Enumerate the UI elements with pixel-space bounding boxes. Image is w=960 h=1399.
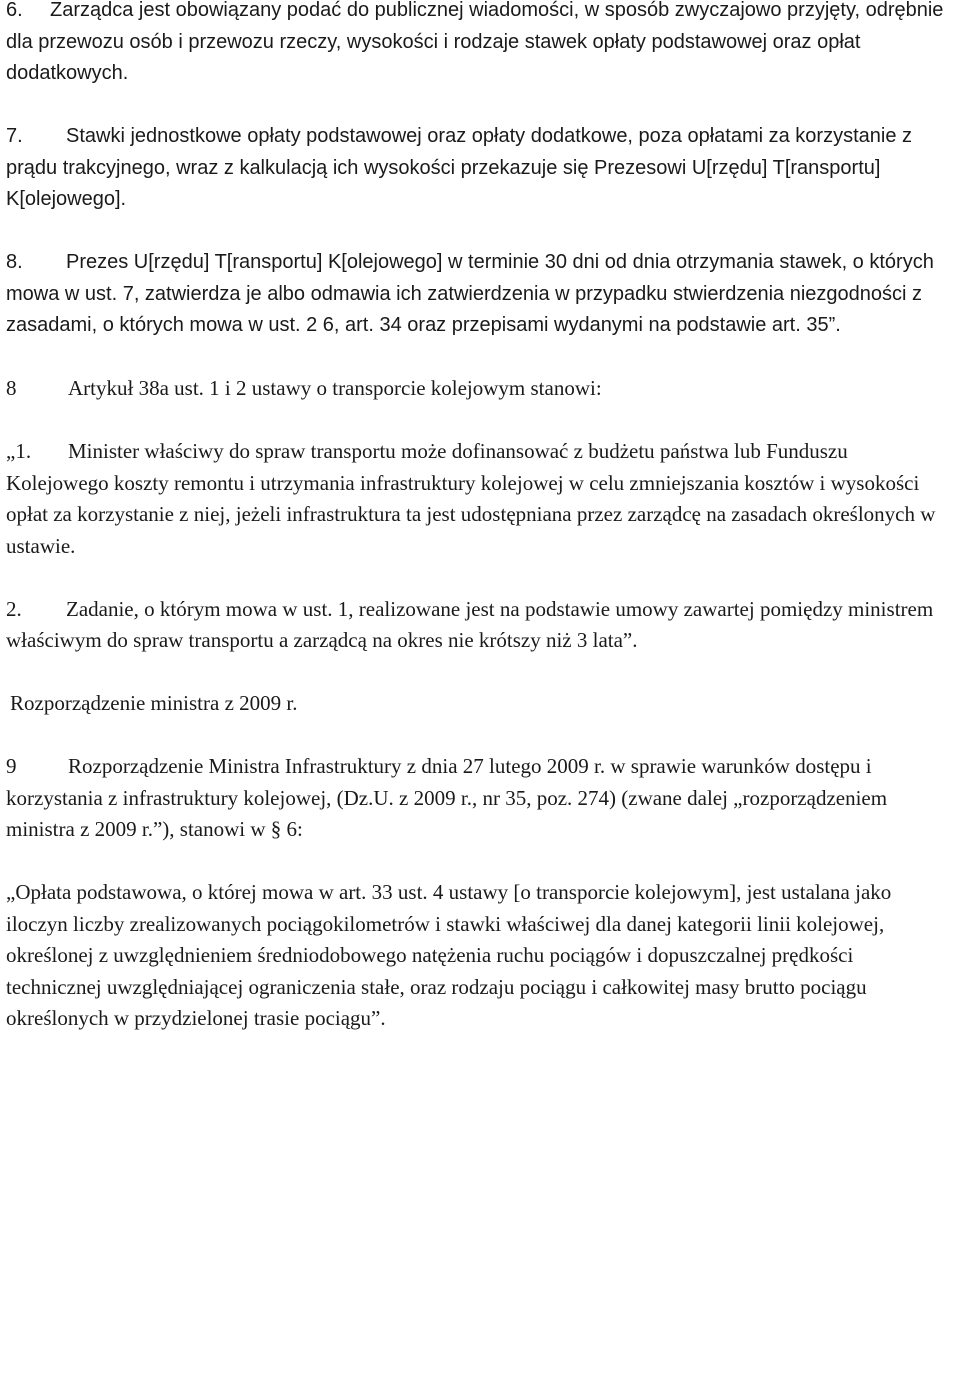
paragraph-number: 2. <box>6 596 22 621</box>
article-38a-paragraph-2 <box>0 594 960 657</box>
paragraph-number: „1. <box>6 439 32 463</box>
paragraph-7 <box>0 121 960 216</box>
spacer <box>0 342 960 374</box>
regulation-quote: „Opłata podstawowa, o której mowa w art. 33 ust. 4 ustawy [o transporcie kolejowym], jest ustalana jako iloczyn liczby zrealizowanych pociągokilometrów i stawki właściwej dla danej kategorii linii kolejowej, określonej z uwzględnieniem średniodobowego natężenia ruchu pociągów i dopuszczalnej prędkości technicznej uwzględniającej ograniczenia stałe, oraz rodzaju pociągu i całkowitej masy brutto pociągu określonych w przydzielonej trasie pociągu”. <box>6 880 892 1030</box>
paragraph-text: Zadanie, o którym mowa w ust. 1, realizowane jest na podstawie umowy zawartej pomiędzy ministrem właściwym do spraw transportu a zarządcą na okres nie krótszy niż 3 lata”. <box>6 596 934 652</box>
spacer <box>0 720 960 752</box>
article-38a-paragraph-1 <box>0 436 960 562</box>
spacer <box>0 90 960 122</box>
footnote-text: Rozporządzenie Ministra Infrastruktury z dnia 27 lutego 2009 r. w sprawie warunków dostępu i korzystania z infrastruktury kolejowej, (Dz.U. z 2009 r., nr 35, poz. 274) (zwane dalej „rozporządzeniem ministra z 2009 r.”), stanowi w § 6: <box>6 754 888 841</box>
footnote-9 <box>0 751 960 846</box>
paragraph-number: 8. <box>6 251 23 273</box>
paragraph-text: Minister właściwy do spraw transportu może dofinansować z budżetu państwa lub Funduszu Kolejowego koszty remontu i utrzymania infrastruktury kolejowej w celu zmniejszania kosztów i wysokości opłat za korzystanie z niej, jeżeli infrastruktura ta jest udostępniana przez zarządcę na zasadach określonych w ustawie. <box>6 439 936 558</box>
paragraph-6 <box>0 0 960 90</box>
paragraph-number: 7. <box>6 125 23 147</box>
paragraph-number: 6. <box>6 0 23 21</box>
section-heading: Rozporządzenie ministra z 2009 r. <box>10 691 298 715</box>
footnote-number: 9 <box>6 754 17 778</box>
spacer <box>0 562 960 594</box>
paragraph-8 <box>0 247 960 342</box>
footnote-text: Artykuł 38a ust. 1 i 2 ustawy o transporcie kolejowym stanowi: <box>68 376 602 400</box>
spacer <box>0 405 960 437</box>
paragraph-text: Zarządca jest obowiązany podać do publicznej wiadomości, w sposób zwyczajowo przyjęty, odrębnie dla przewozu osób i przewozu rzeczy, wysokości i rodzaje stawek opłaty podstawowej oraz opłat dodatkowych. <box>6 0 944 84</box>
footnote-number: 8 <box>6 376 17 400</box>
paragraph-text: Prezes U[rzędu] T[ransportu] K[olejowego] w terminie 30 dni od dnia otrzymania stawek, o których mowa w ust. 7, zatwierdza je albo odmawia ich zatwierdzenia w przypadku stwierdzenia niezgodności z zasadami, o których mowa w ust. 2 6, art. 34 oraz przepisami wydanymi na podstawie art. 35”. <box>6 251 934 336</box>
footnote-8 <box>0 373 960 405</box>
spacer <box>0 657 960 689</box>
spacer <box>0 216 960 248</box>
paragraph-text: Stawki jednostkowe opłaty podstawowej oraz opłaty dodatkowe, poza opłatami za korzystanie z prądu trakcyjnego, wraz z kalkulacją ich wysokości przekazuje się Prezesowi U[rzędu] T[ransportu] K[olejowego]. <box>6 125 913 210</box>
spacer <box>0 846 960 878</box>
